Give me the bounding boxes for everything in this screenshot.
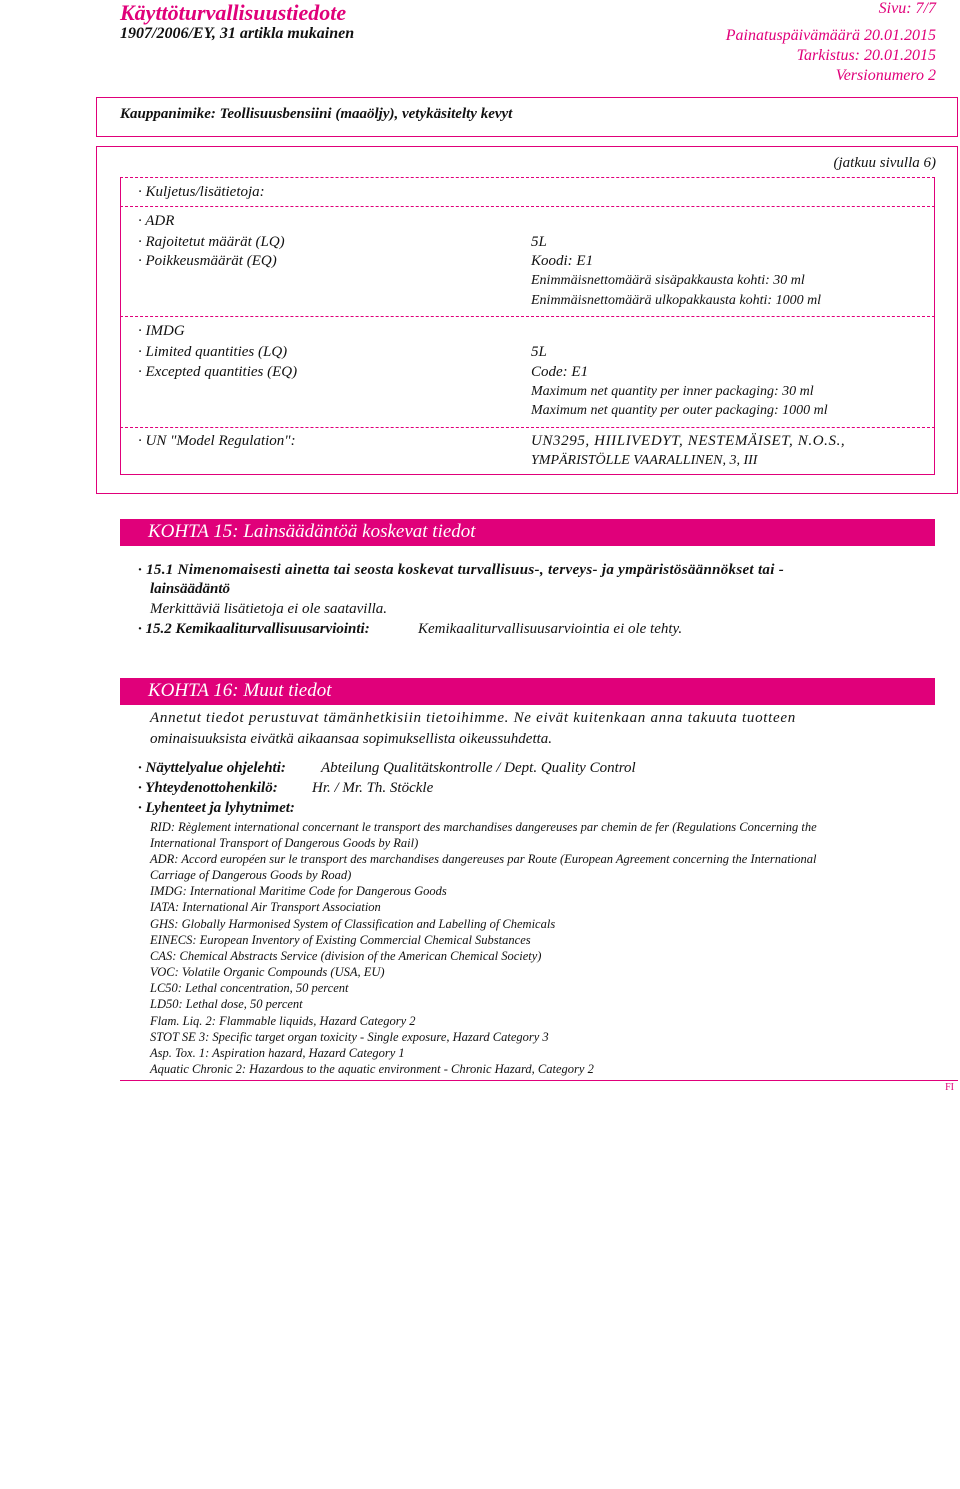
imdg-lq-value: 5L [531, 344, 547, 360]
imdg-label: · IMDG [138, 323, 185, 339]
language-code: FI [945, 1082, 954, 1093]
section-15-2-label: · 15.2 Kemikaaliturvallisuusarviointi: [138, 621, 370, 637]
transport-inner-frame [120, 177, 935, 475]
section-16-title: KOHTA 16: Muut tiedot [148, 680, 332, 701]
divider [120, 316, 935, 317]
imdg-eq-line: Code: E1 [531, 364, 589, 380]
imdg-lq-label: · Limited quantities (LQ) [138, 344, 288, 360]
imdg-eq-label: · Excepted quantities (EQ) [138, 364, 298, 380]
version-number: Versionumero 2 [835, 67, 936, 84]
divider [120, 427, 935, 428]
department-value: Abteilung Qualitätskontrolle / Dept. Quality Control [321, 760, 636, 776]
section-15-1-heading: · 15.1 Nimenomaisesti ainetta tai seosta koskevat turvallisuus-, terveys- ja ympäristösäännökset tai - [138, 562, 785, 578]
imdg-eq-line: Maximum net quantity per outer packaging: 1000 ml [531, 403, 828, 418]
print-date: Painatuspäivämäärä 20.01.2015 [725, 27, 936, 44]
contact-value: Hr. / Mr. Th. Stöckle [312, 780, 434, 796]
adr-label: · ADR [138, 213, 175, 229]
abbreviation-item: Flam. Liq. 2: Flammable liquids, Hazard Category 2 [150, 1014, 416, 1028]
department-label: · Näyttelyalue ohjelehti: [138, 760, 286, 776]
abbreviation-item: ADR: Accord européen sur le transport des marchandises dangereuses par Route (European Agreement concerning the International [150, 852, 817, 866]
adr-lq-label: · Rajoitetut määrät (LQ) [138, 234, 285, 250]
abbreviation-item: IATA: International Air Transport Association [150, 900, 381, 914]
revision-date: Tarkistus: 20.01.2015 [796, 47, 936, 64]
abbreviation-item: VOC: Volatile Organic Compounds (USA, EU) [150, 965, 385, 979]
footer-line [120, 1080, 958, 1081]
adr-eq-label: · Poikkeusmäärät (EQ) [138, 253, 277, 269]
abbreviation-item: STOT SE 3: Specific target organ toxicity - Single exposure, Hazard Category 3 [150, 1030, 549, 1044]
adr-eq-line: Enimmäisnettomäärä sisäpakkausta kohti: 30 ml [531, 273, 805, 288]
abbreviation-item: International Transport of Dangerous Goods by Rail) [150, 836, 419, 850]
abbreviation-item: IMDG: International Maritime Code for Dangerous Goods [150, 884, 447, 898]
section-15-1-heading: lainsäädäntö [150, 581, 231, 597]
section-16-intro: Annetut tiedot perustuvat tämänhetkisiin tietoihimme. Ne eivät kuitenkaan anna takuuta tuotteen [150, 710, 796, 726]
abbreviation-item: Carriage of Dangerous Goods by Road) [150, 868, 352, 882]
un-model-value: YMPÄRISTÖLLE VAARALLINEN, 3, III [531, 453, 758, 468]
abbreviation-item: EINECS: European Inventory of Existing Commercial Chemical Substances [150, 933, 531, 947]
divider [120, 206, 935, 207]
adr-lq-value: 5L [531, 234, 547, 250]
abbreviation-item: Aquatic Chronic 2: Hazardous to the aquatic environment - Chronic Hazard, Category 2 [150, 1062, 594, 1076]
adr-eq-line: Koodi: E1 [531, 253, 594, 269]
adr-eq-line: Enimmäisnettomäärä ulkopakkausta kohti: 1000 ml [531, 293, 822, 308]
un-model-label: · UN "Model Regulation": [138, 433, 296, 449]
divider [120, 177, 935, 178]
abbreviation-item: Asp. Tox. 1: Aspiration hazard, Hazard Category 1 [150, 1046, 405, 1060]
page-number: Sivu: 7/7 [878, 0, 936, 17]
transport-heading: · Kuljetus/lisätietoja: [138, 184, 265, 200]
abbreviation-item: RID: Règlement international concernant le transport des marchandises dangereuses par chemin de fer (Regulations Concerning the [150, 820, 817, 834]
document-title: Käyttöturvallisuustiedote [120, 0, 347, 25]
section-15-title: KOHTA 15: Lainsäädäntöä koskevat tiedot [148, 521, 476, 542]
imdg-eq-line: Maximum net quantity per inner packaging: 30 ml [531, 384, 814, 399]
abbreviation-item: LD50: Lethal dose, 50 percent [150, 997, 303, 1011]
section-16-intro: ominaisuuksista eivätkä aikaansaa sopimuksellista oikeussuhdetta. [150, 731, 553, 747]
document-subtitle: 1907/2006/EY, 31 artikla mukainen [120, 25, 355, 42]
abbreviation-item: CAS: Chemical Abstracts Service (division of the American Chemical Society) [150, 949, 542, 963]
trade-name: Kauppanimike: Teollisuusbensiini (maaöljy), vetykäsitelty kevyt [120, 106, 513, 122]
section-15-1-text: Merkittäviä lisätietoja ei ole saatavilla. [150, 601, 388, 617]
abbreviation-item: GHS: Globally Harmonised System of Classification and Labelling of Chemicals [150, 917, 556, 931]
un-model-value: UN3295, HIILIVEDYT, NESTEMÄISET, N.O.S., [531, 433, 846, 449]
section-15-2-text: Kemikaaliturvallisuusarviointia ei ole tehty. [418, 621, 683, 637]
continued-note: (jatkuu sivulla 6) [833, 155, 936, 171]
abbreviation-item: LC50: Lethal concentration, 50 percent [150, 981, 349, 995]
contact-label: · Yhteydenottohenkilö: [138, 780, 278, 796]
abbreviations-label: · Lyhenteet ja lyhytnimet: [138, 800, 295, 816]
